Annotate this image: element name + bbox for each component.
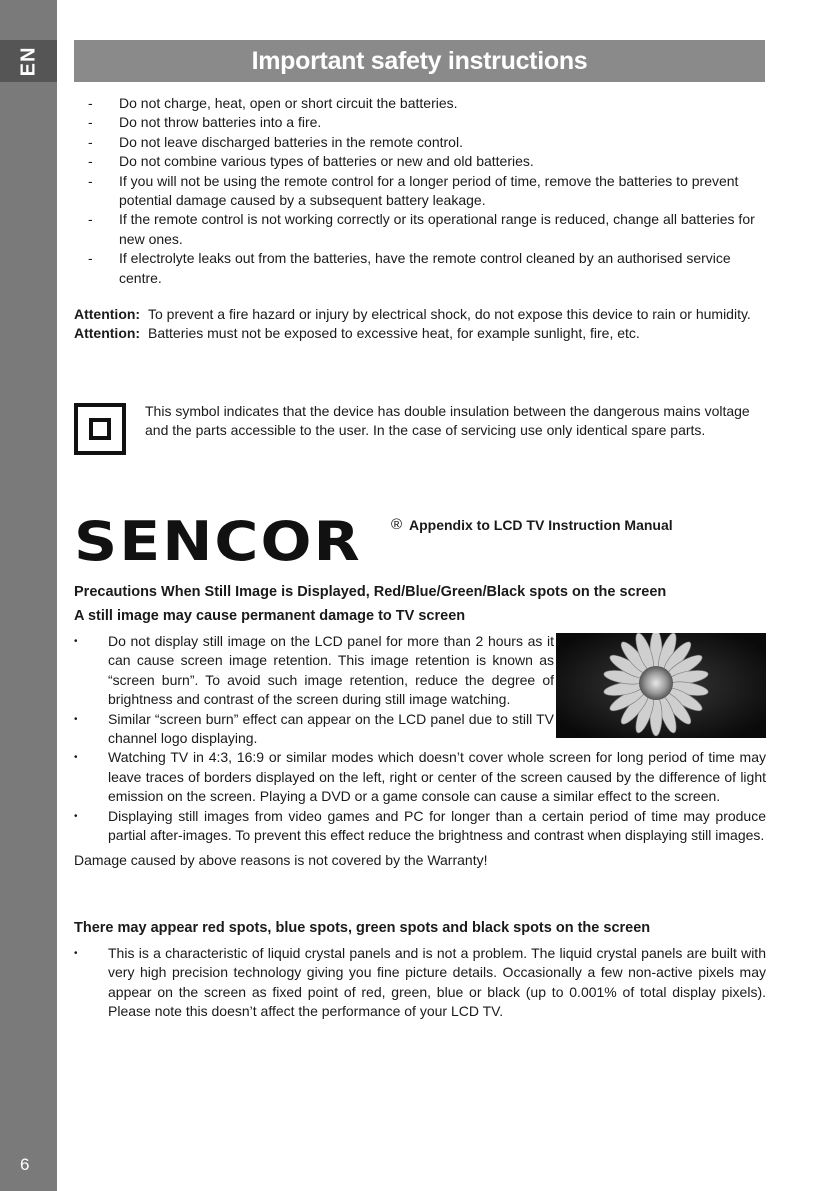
section-header [74,40,765,82]
sidebar [0,0,57,1191]
still-image-section [74,632,766,871]
list-item: - If you will not be using the remote control for a longer period of time, remove the batteries to prevent potential damage caused by a subsequent battery leakage. [74,172,766,211]
spots-heading: There may appear red spots, blue spots, green spots and black spots on the screen [74,920,651,936]
battery-warnings [74,94,766,288]
double-insulation-icon [74,403,126,455]
list-item: • Similar “screen burn” effect can appear on the LCD panel due to still TV channel logo displaying. [74,710,554,749]
attention-label: Attention: [74,325,141,342]
registered-mark: ® [391,516,403,533]
sencor-logo: SENCOR [74,510,362,574]
precautions-heading: Precautions When Still Image is Displayed, Red/Blue/Green/Black spots on the screen [74,584,667,600]
attention-text: To prevent a fire hazard or injury by electrical shock, do not expose this device to rain or humidity. [148,306,751,322]
list-item: • This is a characteristic of liquid crystal panels and is not a problem. The liquid crystal panels are built with very high precision technology giving you fine picture details. Occasionally a few non-active pixels may appear on the screen as fixed point of red, green, blue or black (up to 0.001% of total display pixels). Please note this doesn’t affect the performance of your LCD TV. [74,944,766,1022]
still-image-heading: A still image may cause permanent damage to TV screen [74,608,466,624]
attention-note [74,305,766,324]
attention-label: Attention: [74,306,141,322]
attention-text: Batteries must not be exposed to excessive heat, for example sunlight, fire, etc. [148,325,640,342]
list-item: - Do not charge, heat, open or short circuit the batteries. [74,94,766,113]
attention-notes [74,305,766,344]
appendix-title: Appendix to LCD TV Instruction Manual [409,517,673,533]
attention-note [74,324,766,343]
page-number: 6 [20,1155,30,1174]
warranty-note: Damage caused by above reasons is not covered by the Warranty! [74,852,488,869]
list-item: - If the remote control is not working correctly or its operational range is reduced, change all batteries for new ones. [74,210,766,249]
language-tab [0,40,57,82]
language-label: EN [16,46,39,76]
list-item: • Displaying still images from video games and PC for longer than a certain period of time may produce partial after-images. To prevent this effect reduce the brightness and contrast when displaying still images. [74,807,766,846]
list-item: - If electrolyte leaks out from the batteries, have the remote control cleaned by an authorised service centre. [74,249,766,288]
list-item: • Watching TV in 4:3, 16:9 or similar modes which doesn’t cover whole screen for long period of time may leave traces of borders displayed on the left, right or center of the screen caused by the difference of light emission on the screen. Playing a DVD or a game console can cause a similar effect to the screen. [74,748,766,806]
list-item: - Do not combine various types of batteries or new and old batteries. [74,152,766,171]
page-title: Important safety instructions [251,46,588,75]
list-item: • Do not display still image on the LCD panel for more than 2 hours as it can cause screen image retention. This image retention is known as “screen burn”. To avoid such image retention, reduce the degree of brightness and contrast of the screen during still image watching. [74,632,554,710]
list-item: - Do not throw batteries into a fire. [74,113,766,132]
list-item: - Do not leave discharged batteries in the remote control. [74,133,766,152]
double-insulation-text: This symbol indicates that the device has double insulation between the dangerous mains voltage and the parts accessible to the user. In the case of servicing use only identical spare parts. [145,403,750,439]
spots-section [74,944,766,1022]
